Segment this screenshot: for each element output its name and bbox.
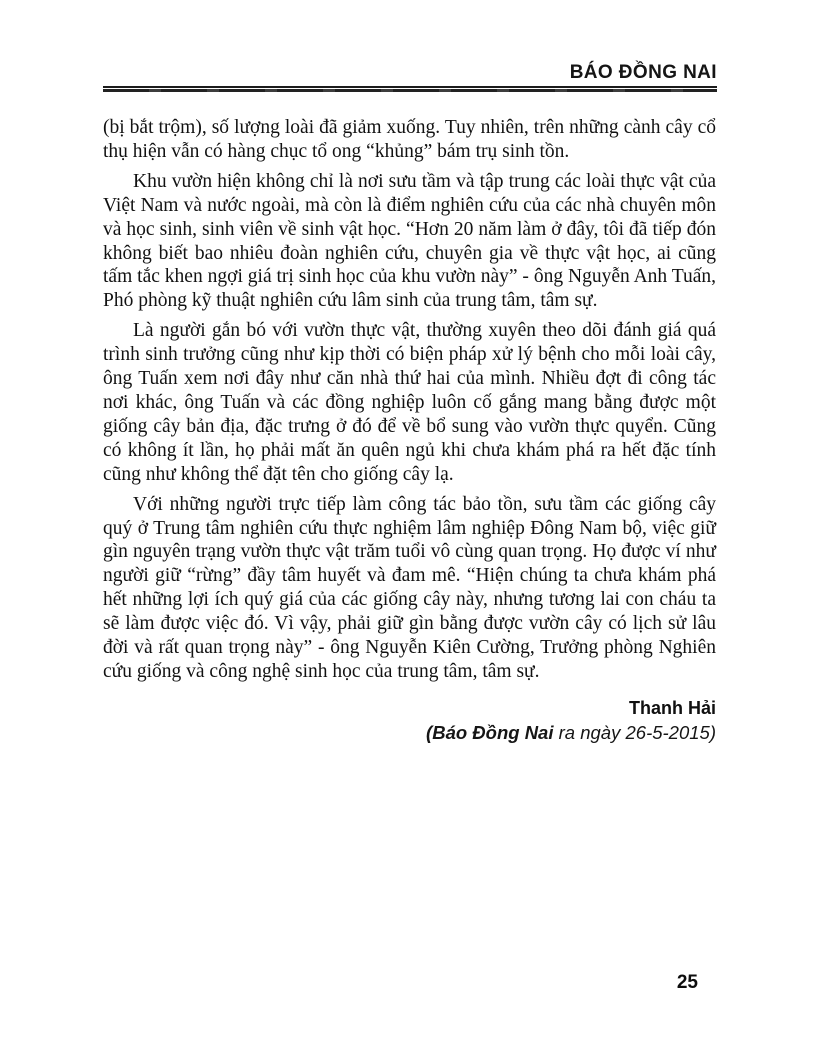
byline-author: Thanh Hải bbox=[628, 697, 716, 718]
header-rule-thick bbox=[103, 89, 717, 92]
header-rule-thin bbox=[103, 86, 717, 88]
byline-source bbox=[103, 720, 716, 745]
byline bbox=[103, 696, 716, 745]
page-number: 25 bbox=[676, 972, 698, 993]
body-paragraph-1: (bị bắt trộm), số lượng loài đã giảm xuống. Tuy nhiên, trên những cành cây cổ thụ hiện vẫn có hàng chục tổ ong “khủng” bám trụ sinh tồn. bbox=[103, 117, 716, 162]
page-header-title: BÁO ĐỒNG NAI bbox=[569, 62, 717, 83]
body-paragraph-3: Là người gắn bó với vườn thực vật, thường xuyên theo dõi đánh giá quá trình sinh trưởng cũng như kịp thời có biện pháp xử lý bệnh cho mỗi loài cây, ông Tuấn xem nơi đây như căn nhà thứ hai của mình. Nhiều đợt đi công tác nơi khác, ông Tuấn và các đồng nghiệp luôn cố gắng mang bằng được một giống cây bản địa, đặc trưng ở đó để về bổ sung vào vườn thực quyển. Cũng có không ít lần, họ phải mất ăn quên ngủ khi chưa khám phá ra hết đặc tính cũng như không thể đặt tên cho giống cây lạ. bbox=[103, 320, 716, 485]
byline-source-publication: (Báo Đồng Nai bbox=[426, 721, 554, 743]
byline-source-date: ra ngày 26-5-2015) bbox=[553, 721, 716, 743]
body-paragraph-2: Khu vườn hiện không chỉ là nơi sưu tầm và tập trung các loài thực vật của Việt Nam và nước ngoài, mà còn là điểm nghiên cứu của các nhà chuyên môn và học sinh, sinh viên về sinh vật học. “Hơn 20 năm làm ở đây, tôi đã tiếp đón không biết bao nhiêu đoàn nghiên cứu, chuyên gia về thực vật học, ai cũng tấm tắc khen ngợi giá trị sinh học của khu vườn này” - ông Nguyễn Anh Tuấn, Phó phòng kỹ thuật nghiên cứu lâm sinh của trung tâm, tâm sự. bbox=[103, 170, 716, 312]
running-head bbox=[103, 62, 717, 92]
body-paragraph-4: Với những người trực tiếp làm công tác bảo tồn, sưu tầm các giống cây quý ở Trung tâm nghiên cứu thực nghiệm lâm nghiệp Đông Nam bộ, việc giữ gìn nguyên trạng vườn thực vật trăm tuổi vô cùng quan trọng. Họ được ví như người giữ “rừng” đầy tâm huyết và đam mê. “Hiện chúng ta chưa khám phá hết những lợi ích quý giá của các giống cây này, nhưng tương lai con cháu ta sẽ làm được việc đó. Vì vậy, phải giữ gìn bằng được vườn cây có lịch sử lâu đời và rất quan trọng này” - ông Nguyễn Kiên Cường, Trưởng phòng Nghiên cứu giống và công nghệ sinh học của trung tâm, tâm sự. bbox=[103, 493, 716, 682]
article-body bbox=[103, 116, 716, 745]
